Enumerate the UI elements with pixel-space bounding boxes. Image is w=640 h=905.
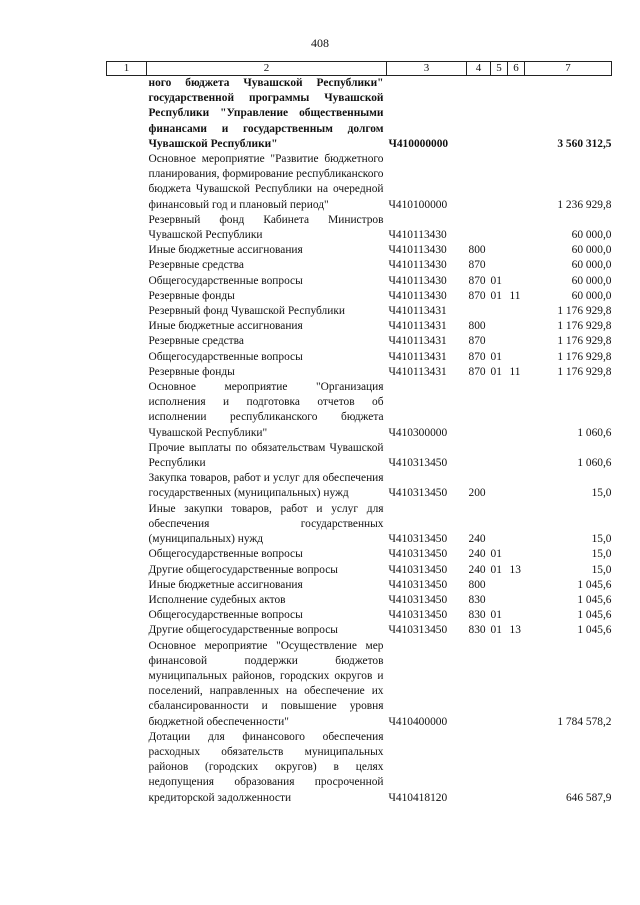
empty-cell [107,76,147,153]
subsection-code [508,258,525,273]
target-article-code: Ч410113431 [388,305,447,318]
row-name: Резервные средства [148,259,244,272]
empty-cell [107,593,147,608]
target-article-code: Ч410313450 [388,578,448,591]
amount-value: 1 060,6 [577,457,612,470]
target-article-code: Ч410113430 [388,244,447,257]
column-header-2: 2 [147,62,387,76]
table-row [107,152,612,213]
section-code [491,258,508,273]
row-name: Резервные фонды [148,365,235,378]
amount-value: 15,0 [591,487,612,500]
section-code [491,730,508,806]
empty-cell [107,243,147,258]
target-article-code: Ч410113430 [388,259,447,272]
subsection-code [508,578,525,593]
subsection-code: 11 [509,289,521,302]
row-name: Другие общегосударственные вопросы [148,624,338,637]
empty-cell [107,289,147,304]
target-article-code: Ч410113431 [388,335,447,348]
empty-cell [107,304,147,319]
amount-value: 60 000,0 [571,289,612,302]
row-name: Иные бюджетные ассигнования [148,320,303,333]
amount-value: 15,0 [591,548,612,561]
amount-value: 1 176 929,8 [557,365,612,378]
empty-cell [107,213,147,243]
table-row [107,563,612,578]
table-row [107,350,612,365]
expense-type-code [467,730,491,806]
empty-cell [107,608,147,623]
subsection-code [508,593,525,608]
section-code [491,152,508,213]
section-code [491,502,508,548]
amount-value: 60 000,0 [571,229,612,242]
table-row [107,380,612,441]
amount-value: 60 000,0 [571,244,612,257]
table-row [107,289,612,304]
expense-type-code: 870 [468,335,486,348]
section-code: 01 [490,365,502,378]
empty-cell [107,319,147,334]
column-header-1: 1 [107,62,147,76]
row-name: Резервный фонд Чувашской Республики [148,305,345,318]
subsection-code [508,471,525,501]
amount-value: 1 176 929,8 [557,350,612,363]
row-name: Другие общегосударственные вопросы [148,563,338,576]
expense-type-code: 830 [468,624,486,637]
empty-cell [107,441,147,471]
row-name: Исполнение судебных актов [148,593,286,606]
amount-value: 1 784 578,2 [557,715,612,728]
table-row [107,578,612,593]
row-name: Прочие выплаты по обязательствам Чувашской Республики [148,441,384,470]
section-code [491,441,508,471]
amount-value: 1 045,6 [577,609,612,622]
table-row [107,304,612,319]
target-article-code: Ч410418120 [388,791,448,804]
amount-value: 15,0 [591,563,612,576]
empty-cell [107,350,147,365]
section-code [491,319,508,334]
row-name: Основное мероприятие "Организация исполнения и подготовка отчетов об исполнении республиканского бюджета Чувашской Республики" [148,381,384,439]
subsection-code [508,350,525,365]
amount-value: 60 000,0 [571,274,612,287]
expense-type-code [467,380,491,441]
subsection-code [508,319,525,334]
amount-value: 1 176 929,8 [557,320,612,333]
section-code [491,243,508,258]
target-article-code: Ч410113430 [388,274,447,287]
target-article-code: Ч410313450 [388,457,448,470]
table-row [107,441,612,471]
row-name: Общегосударственные вопросы [148,609,303,622]
table-row [107,547,612,562]
row-name: Иные бюджетные ассигнования [148,578,303,591]
column-header-5: 5 [491,62,508,76]
expense-type-code: 870 [468,350,486,363]
empty-cell [107,578,147,593]
page-number: 408 [311,36,329,50]
row-name: Резервные средства [148,335,244,348]
amount-value: 1 176 929,8 [557,305,612,318]
row-name: Резервный фонд Кабинета Министров Чувашской Республики [148,213,384,242]
table-row [107,471,612,501]
subsection-code [508,274,525,289]
subsection-code: 13 [509,563,521,576]
section-code [491,578,508,593]
amount-value: 646 587,9 [565,791,612,804]
target-article-code: Ч410300000 [388,426,448,439]
section-code [491,380,508,441]
empty-cell [107,547,147,562]
subsection-code [508,304,525,319]
subsection-code [508,243,525,258]
amount-value: 1 060,6 [577,426,612,439]
empty-cell [107,502,147,548]
empty-cell [107,334,147,349]
table-row [107,608,612,623]
target-article-code: Ч410313450 [388,563,448,576]
subsection-code [508,152,525,213]
empty-cell [107,563,147,578]
target-article-code: Ч410313450 [388,487,448,500]
target-article-code: Ч410113430 [388,229,447,242]
subsection-code [508,213,525,243]
section-code: 01 [490,274,502,287]
target-article-code: Ч410313450 [388,609,448,622]
amount-value: 3 560 312,5 [557,137,612,150]
amount-value: 1 236 929,8 [557,198,612,211]
target-article-code: Ч410313450 [388,548,448,561]
column-header-7: 7 [525,62,612,76]
section-code: 01 [490,350,502,363]
section-code: 01 [490,548,502,561]
target-article-code: Ч410313450 [388,624,448,637]
expense-type-code: 800 [468,578,486,591]
expense-type-code: 240 [468,548,486,561]
amount-value: 1 176 929,8 [557,335,612,348]
table-row [107,76,612,153]
expense-type-code [467,76,491,153]
expense-type-code: 240 [468,563,486,576]
empty-cell [107,730,147,806]
table-row [107,730,612,806]
expense-type-code: 830 [468,609,486,622]
subsection-code [508,730,525,806]
expense-type-code: 870 [468,289,486,302]
row-name: Общегосударственные вопросы [148,274,303,287]
table-row [107,213,612,243]
target-article-code: Ч410000000 [388,137,449,150]
row-name: Основное мероприятие "Развитие бюджетного планирования, формирование республиканского бюджета Чувашской Республики на очередной финансовый год и плановый период" [148,153,384,211]
table-row [107,365,612,380]
subsection-code [508,639,525,730]
empty-cell [107,365,147,380]
row-name: Основное мероприятие "Осуществление мер финансовой поддержки бюджетов муниципальных районов, городских округов и поселений, направленных на обеспечение их сбалансированности и повышение уровня бюджетной обеспеченности" [148,639,384,728]
expense-type-code: 800 [468,244,486,257]
column-header-3: 3 [387,62,467,76]
target-article-code: Ч410113431 [388,365,447,378]
empty-cell [107,623,147,638]
table-row [107,623,612,638]
table-row [107,258,612,273]
expense-type-code: 200 [468,487,486,500]
table-row [107,639,612,730]
row-name: Дотации для финансового обеспечения расходных обязательств муниципальных районов (городских округов) в целях недопущения образования просроченной кредиторской задолженности [148,730,384,804]
subsection-code [508,547,525,562]
subsection-code [508,441,525,471]
section-code [491,593,508,608]
subsection-code [508,380,525,441]
empty-cell [107,274,147,289]
table-row [107,243,612,258]
row-name: Иные бюджетные ассигнования [148,244,303,257]
subsection-code: 11 [509,365,521,378]
expense-type-code: 830 [468,593,486,606]
section-code: 01 [490,289,502,302]
column-header-6: 6 [508,62,525,76]
target-article-code: Ч410400000 [388,715,448,728]
amount-value: 1 045,6 [577,578,612,591]
amount-value: 1 045,6 [577,593,612,606]
section-code: 01 [490,609,502,622]
subsection-code [508,76,525,153]
table-row [107,274,612,289]
target-article-code: Ч410313450 [388,593,448,606]
expense-type-code [467,639,491,730]
target-article-code: Ч410113430 [388,289,447,302]
expense-type-code [467,304,491,319]
table-body [107,76,612,806]
section-code [491,639,508,730]
row-name: Иные закупки товаров, работ и услуг для обеспечения государственных (муниципальных) нужд [148,502,384,546]
expense-type-code: 870 [468,274,486,287]
subsection-code [508,334,525,349]
column-header-row [107,62,612,76]
amount-value: 1 045,6 [577,624,612,637]
subsection-code [508,608,525,623]
target-article-code: Ч410313450 [388,533,448,546]
subsection-code [508,502,525,548]
amount-value: 15,0 [591,533,612,546]
row-name: ного бюджета Чувашской Республики" государственной программы Чувашской Республики "Управление общественными финансами и государственным долгом Чувашской Республики" [148,77,384,150]
target-article-code: Ч410113431 [388,350,447,363]
section-code: 01 [490,563,502,576]
table-row [107,593,612,608]
section-code [491,334,508,349]
empty-cell [107,471,147,501]
empty-cell [107,639,147,730]
section-code: 01 [490,624,502,637]
amount-value: 60 000,0 [571,259,612,272]
table-row [107,502,612,548]
empty-cell [107,258,147,273]
budget-table [106,61,612,806]
section-code [491,304,508,319]
section-code [491,76,508,153]
empty-cell [107,152,147,213]
expense-type-code [467,152,491,213]
row-name: Общегосударственные вопросы [148,548,303,561]
expense-type-code: 240 [468,533,486,546]
section-code [491,213,508,243]
row-name: Закупка товаров, работ и услуг для обеспечения государственных (муниципальных) нужд [148,472,384,500]
empty-cell [107,380,147,441]
row-name: Резервные фонды [148,289,235,302]
expense-type-code: 870 [468,365,486,378]
target-article-code: Ч410100000 [388,198,448,211]
column-header-4: 4 [467,62,491,76]
row-name: Общегосударственные вопросы [148,350,303,363]
expense-type-code: 870 [468,259,486,272]
table-row [107,319,612,334]
expense-type-code [467,213,491,243]
subsection-code: 13 [509,624,521,637]
table-row [107,334,612,349]
expense-type-code: 800 [468,320,486,333]
expense-type-code [467,441,491,471]
target-article-code: Ч410113431 [388,320,447,333]
section-code [491,471,508,501]
